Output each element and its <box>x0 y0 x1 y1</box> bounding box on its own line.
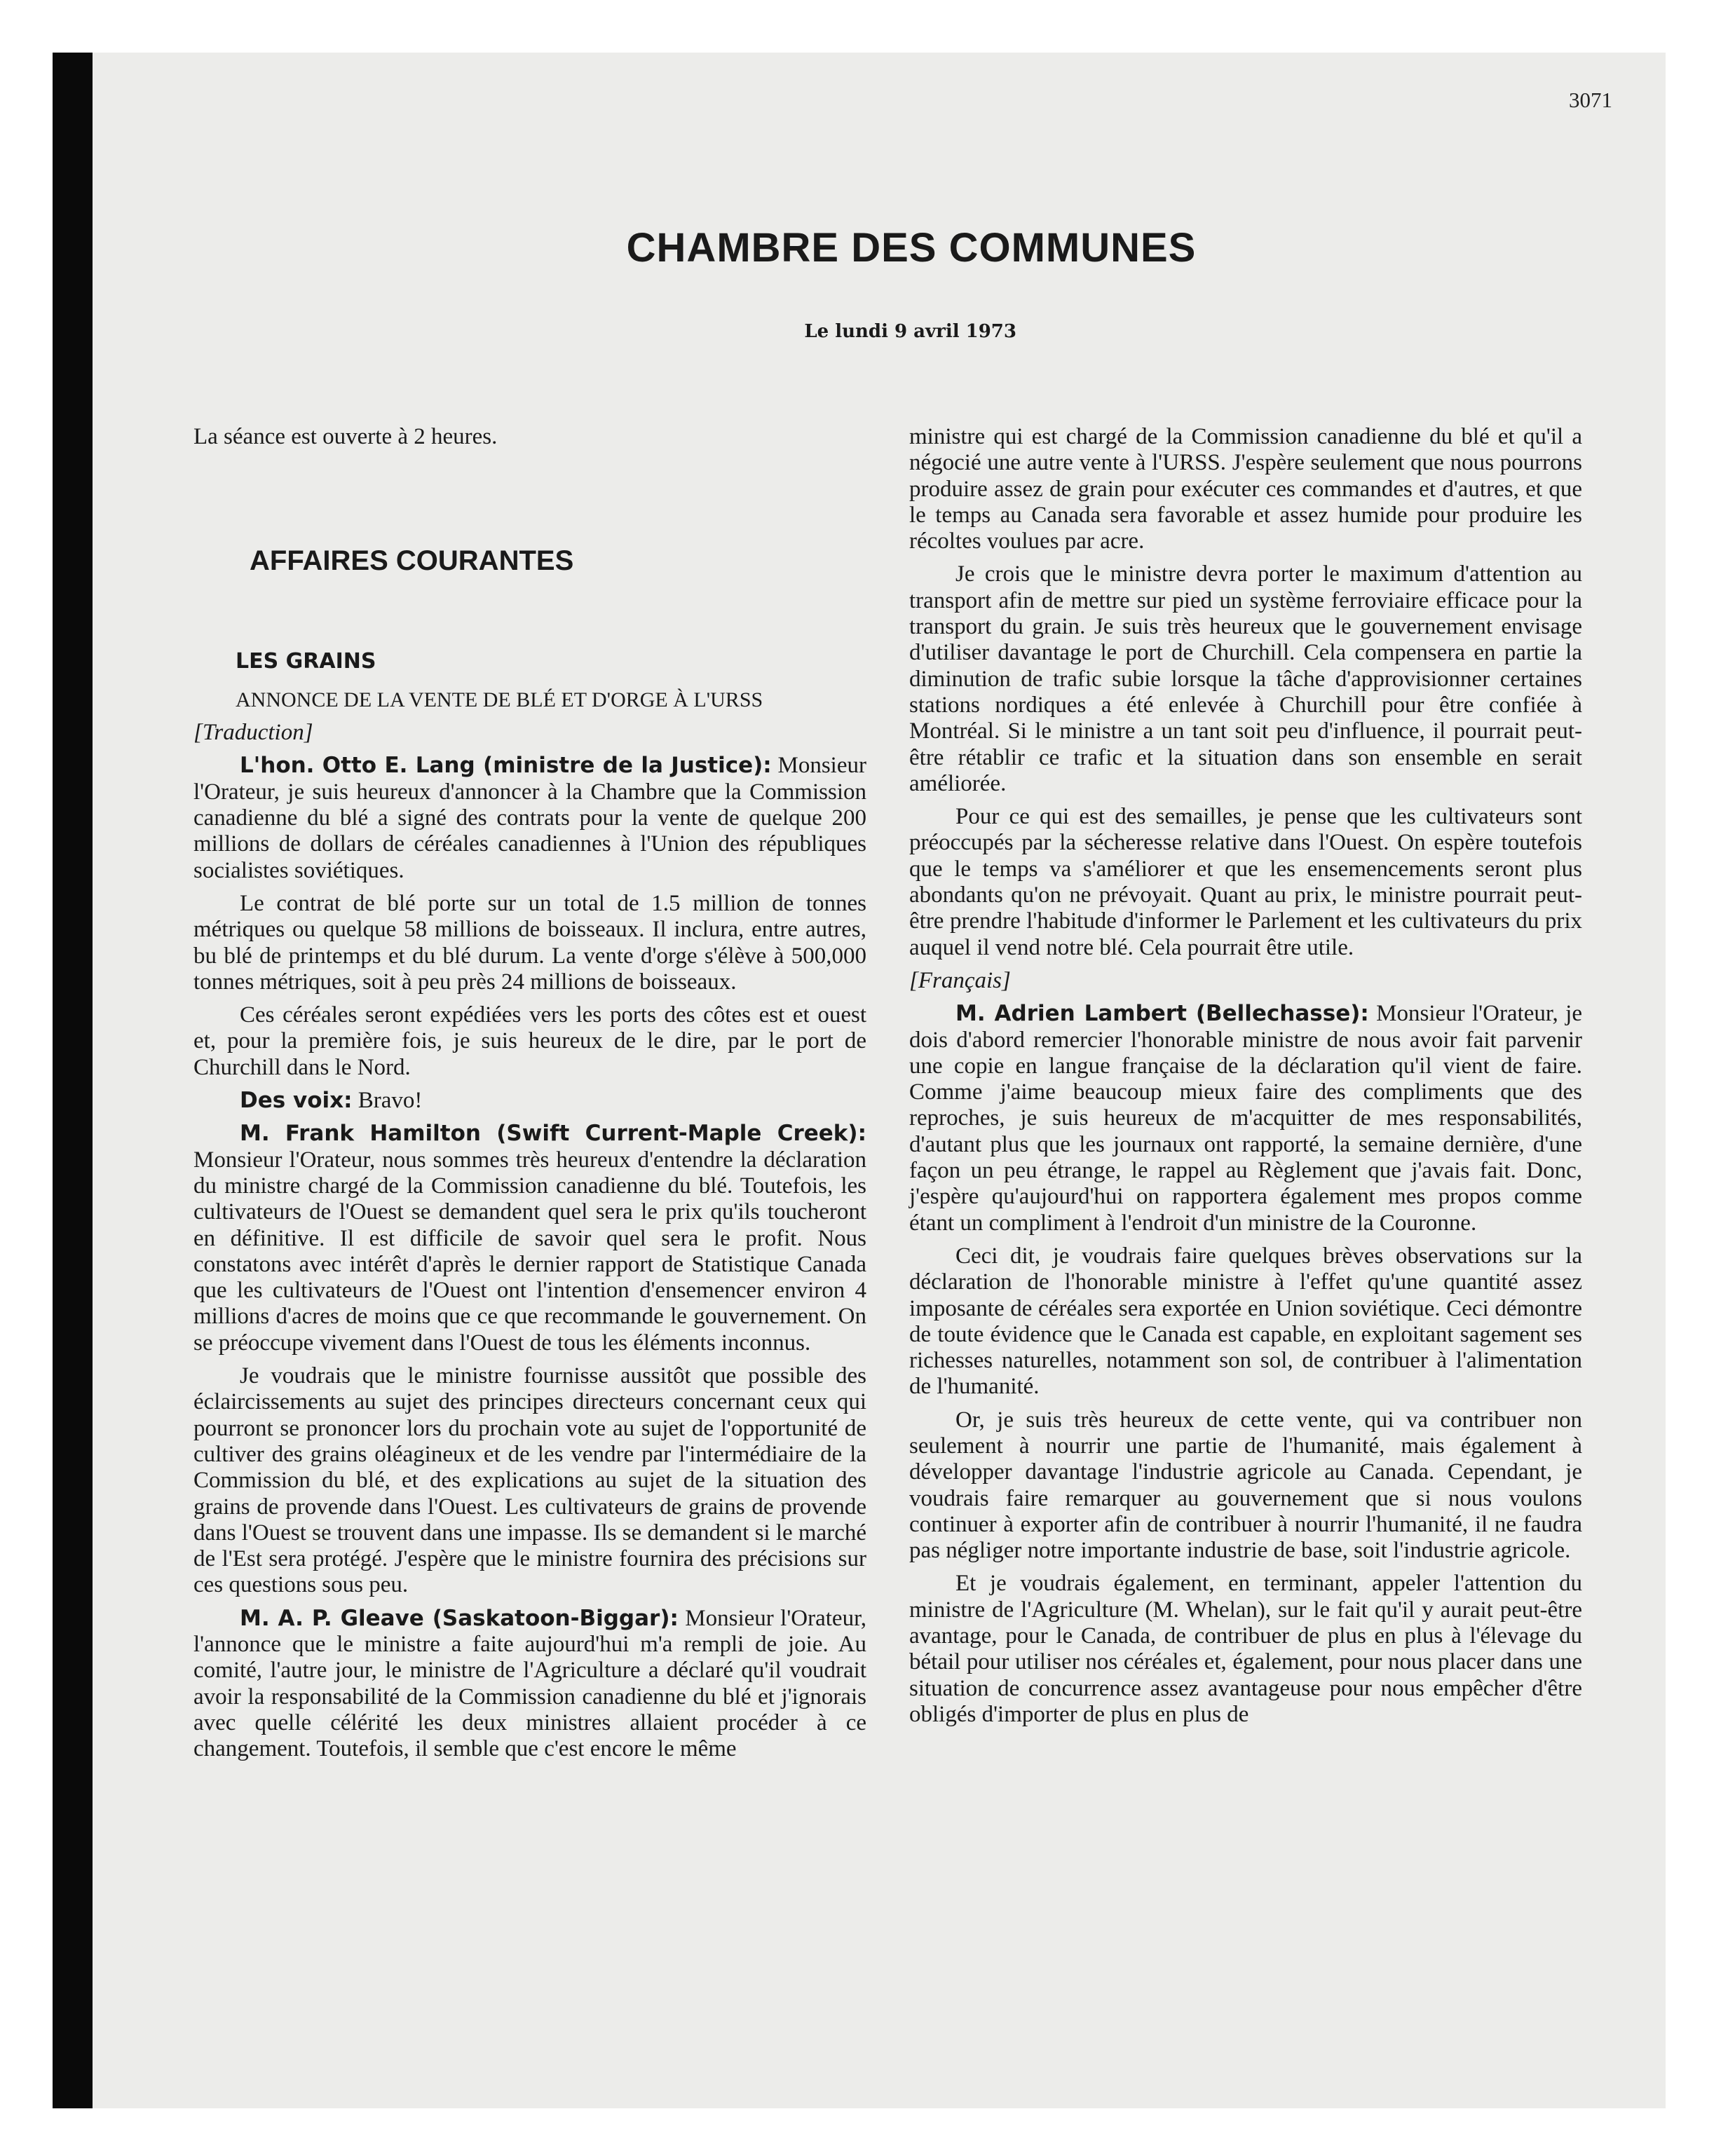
gleave-statement-text: Monsieur l'Orateur, l'annonce que le ministre a faite aujourd'hui m'a rempli de joie. Au comité, l'autre jour, le ministre de l'Agriculture a déclaré qu'il voudrait avoir la responsabilité de la Commission canadienne du blé et j'ignorais avec quelle célérité les deux ministres allaient procéder à ce changement. Toutefois, il semble que c'est encore le même <box>193 1605 866 1762</box>
speaker-hamilton: M. Frank Hamilton (Swift Current-Maple Creek): <box>240 1121 866 1147</box>
paragraph-sale: Or, je suis très heureux de cette vente, qui va contribuer non seulement à nourrir une partie de l'humanité, mais également à développer davantage l'industrie agricole au Canada. Cependant, je voudrais faire remarquer au gouvernement que si nous voulons continuer à exporter afin de contribuer à nourrir l'humanité, il ne faudra pas négliger notre importante industrie de base, soit l'industrie agricole. <box>909 1407 1582 1564</box>
lambert-statement <box>909 1001 1582 1236</box>
page-title: CHAMBRE DES COMMUNES <box>626 225 1197 271</box>
speaker-lambert: M. Adrien Lambert (Bellechasse): <box>955 1001 1369 1027</box>
announcement-heading: ANNONCE DE LA VENTE DE BLÉ ET D'ORGE À L'URSS <box>236 688 763 711</box>
paragraph-seeding: Pour ce qui est des semailles, je pense que les cultivateurs sont préoccupés par la sécheresse relative dans l'Ouest. On espère toutefois que le temps va s'améliorer et que les ensemencements seront plus abondants qu'on ne prévoyait. Quant au prix, le ministre pourrait peut-être prendre l'habitude d'informer le Parlement et les cultivateurs du prix auquel il vend notre blé. Cela pourrait être utile. <box>909 804 1582 960</box>
paragraph-contract: Le contrat de blé porte sur un total de 1.5 million de tonnes métriques ou quelque 58 millions de boisseaux. Il inclura, entre autres, bu blé de printemps et du blé durum. La vente d'orge s'élève à 500,000 tonnes métriques, soit à peu près 24 millions de boisseaux. <box>193 890 866 995</box>
paragraph-continuation: ministre qui est chargé de la Commission canadienne du blé et qu'il a négocié une autre vente à l'URSS. J'espère seulement que nous pourrons produire assez de grain pour exécuter ces commandes et d'autres, et que le temps au Canada sera favorable et assez humide pour produire les récoltes voulues par acre. <box>909 424 1582 554</box>
lambert-statement-text: Monsieur l'Orateur, je dois d'abord remercier l'honorable ministre de nous avoir fait parvenir une copie en langue française de la déclaration qu'il vient de faire. Comme j'aime beaucoup mieux faire des compliments que des reproches, je suis heureux de m'acquitter de mes responsabilités, d'autant plus que les journaux ont rapporté, la semaine dernière, d'une façon un peu étrange, le rappel au Règlement que j'avais fait. Donc, j'espère qu'aujourd'hui on rapportera également mes propos comme étant un compliment à l'endroit d'un ministre de la Couronne. <box>909 1001 1582 1236</box>
right-column <box>909 424 1582 1735</box>
lang-statement <box>193 753 866 883</box>
sitting-date: Le lundi 9 avril 1973 <box>804 321 1016 342</box>
paragraph-observations: Ceci dit, je voudrais faire quelques brèves observations sur la déclaration de l'honorable ministre à l'effet qu'une quantité assez imposante de céréales sera exportée en Union soviétique. Ceci démontre de toute évidence que le Canada est capable, en exploitant sagement ses richesses naturelles, notamment son sol, de contribuer à l'alimentation de l'humanité. <box>909 1243 1582 1400</box>
speaker-gleave: M. A. P. Gleave (Saskatoon-Biggar): <box>240 1605 679 1631</box>
paragraph-explanations: Je voudrais que le ministre fournisse aussitôt que possible des éclaircissements au sujet des principes directeurs concernant ceux qui pourront se prononcer lors du prochain vote au sujet de l'opportunité de cultiver des grains oléagineux et de les vendre par l'intermédiaire de la Commission du blé, et des explications au sujet de la situation des grains de provende dans l'Ouest. Les cultivateurs de grains de provende dans l'Ouest se trouvent dans une impasse. Ils se demandent si le marché de l'Est sera protégé. J'espère que le ministre fournira des précisions sur ces questions sous peu. <box>193 1363 866 1598</box>
hamilton-statement-text: Monsieur l'Orateur, nous sommes très heureux d'entendre la déclaration du ministre chargé de la Commission canadienne du blé. Toutefois, les cultivateurs de l'Ouest se demandent quel sera le prix qu'ils toucheront en définitive. Il est difficile de savoir quel sera le profit. Nous constatons avec intérêt d'après le dernier rapport de Statistique Canada que les cultivateurs de l'Ouest ont l'intention d'ensemencer environ 4 millions d'acres de moins que ce que recommande le gouvernement. On se préoccupe vivement dans l'Ouest de tous les éléments inconnus. <box>193 1147 866 1356</box>
paragraph-shipping: Ces céréales seront expédiées vers les ports des côtes est et ouest et, pour la première fois, je suis heureux de le dire, par le port de Churchill dans le Nord. <box>193 1002 866 1080</box>
left-column <box>193 424 866 1769</box>
sub-heading-les-grains: LES GRAINS <box>236 648 376 674</box>
paragraph-closing: Et je voudrais également, en terminant, appeler l'attention du ministre de l'Agriculture (M. Whelan), sur le fait qu'il y aurait peut-être avantage, pour le Canada, de contribuer de plus en plus à l'élevage du bétail pour utiliser nos céréales et, également, pour nous placer dans une situation de concurrence assez avantageuse pour nous empêcher d'être obligés d'importer de plus en plus de <box>909 1571 1582 1727</box>
voices-line <box>193 1088 866 1114</box>
section-heading-affaires-courantes: AFFAIRES COURANTES <box>250 545 574 577</box>
translation-tag: [Traduction] <box>193 720 313 746</box>
opening-line: La séance est ouverte à 2 heures. <box>193 424 498 449</box>
french-tag: [Français] <box>909 967 1011 993</box>
gleave-statement <box>193 1606 866 1763</box>
voices-text: Bravo! <box>352 1088 423 1114</box>
hamilton-statement <box>193 1121 866 1356</box>
speaker-voices: Des voix: <box>240 1088 353 1114</box>
scan-edge-bar <box>53 53 93 2108</box>
page-number: 3071 <box>1569 88 1612 112</box>
paragraph-transport: Je crois que le ministre devra porter le maximum d'attention au transport afin de mettre sur pied un système ferroviaire efficace pour la transport du grain. Je suis très heureux que le gouvernement envisage d'utiliser davantage le port de Churchill. Cela compensera en partie la diminution de trafic subie lorsque la tâche d'approvisionner certaines stations nordiques a été enlevée à Churchill pour être confiée à Montréal. Si le ministre a un tant soit peu d'influence, il pourrait peut-être rétablir ce trafic et la situation dans son ensemble en serait améliorée. <box>909 561 1582 796</box>
lang-statement-text: Monsieur l'Orateur, je suis heureux d'annoncer à la Chambre que la Commission canadienne du blé a signé des contrats pour la vente de quelque 200 millions de dollars de céréales canadiennes à l'Union des républiques socialistes soviétiques. <box>193 753 866 883</box>
speaker-lang: L'hon. Otto E. Lang (ministre de la Justice): <box>240 753 772 779</box>
